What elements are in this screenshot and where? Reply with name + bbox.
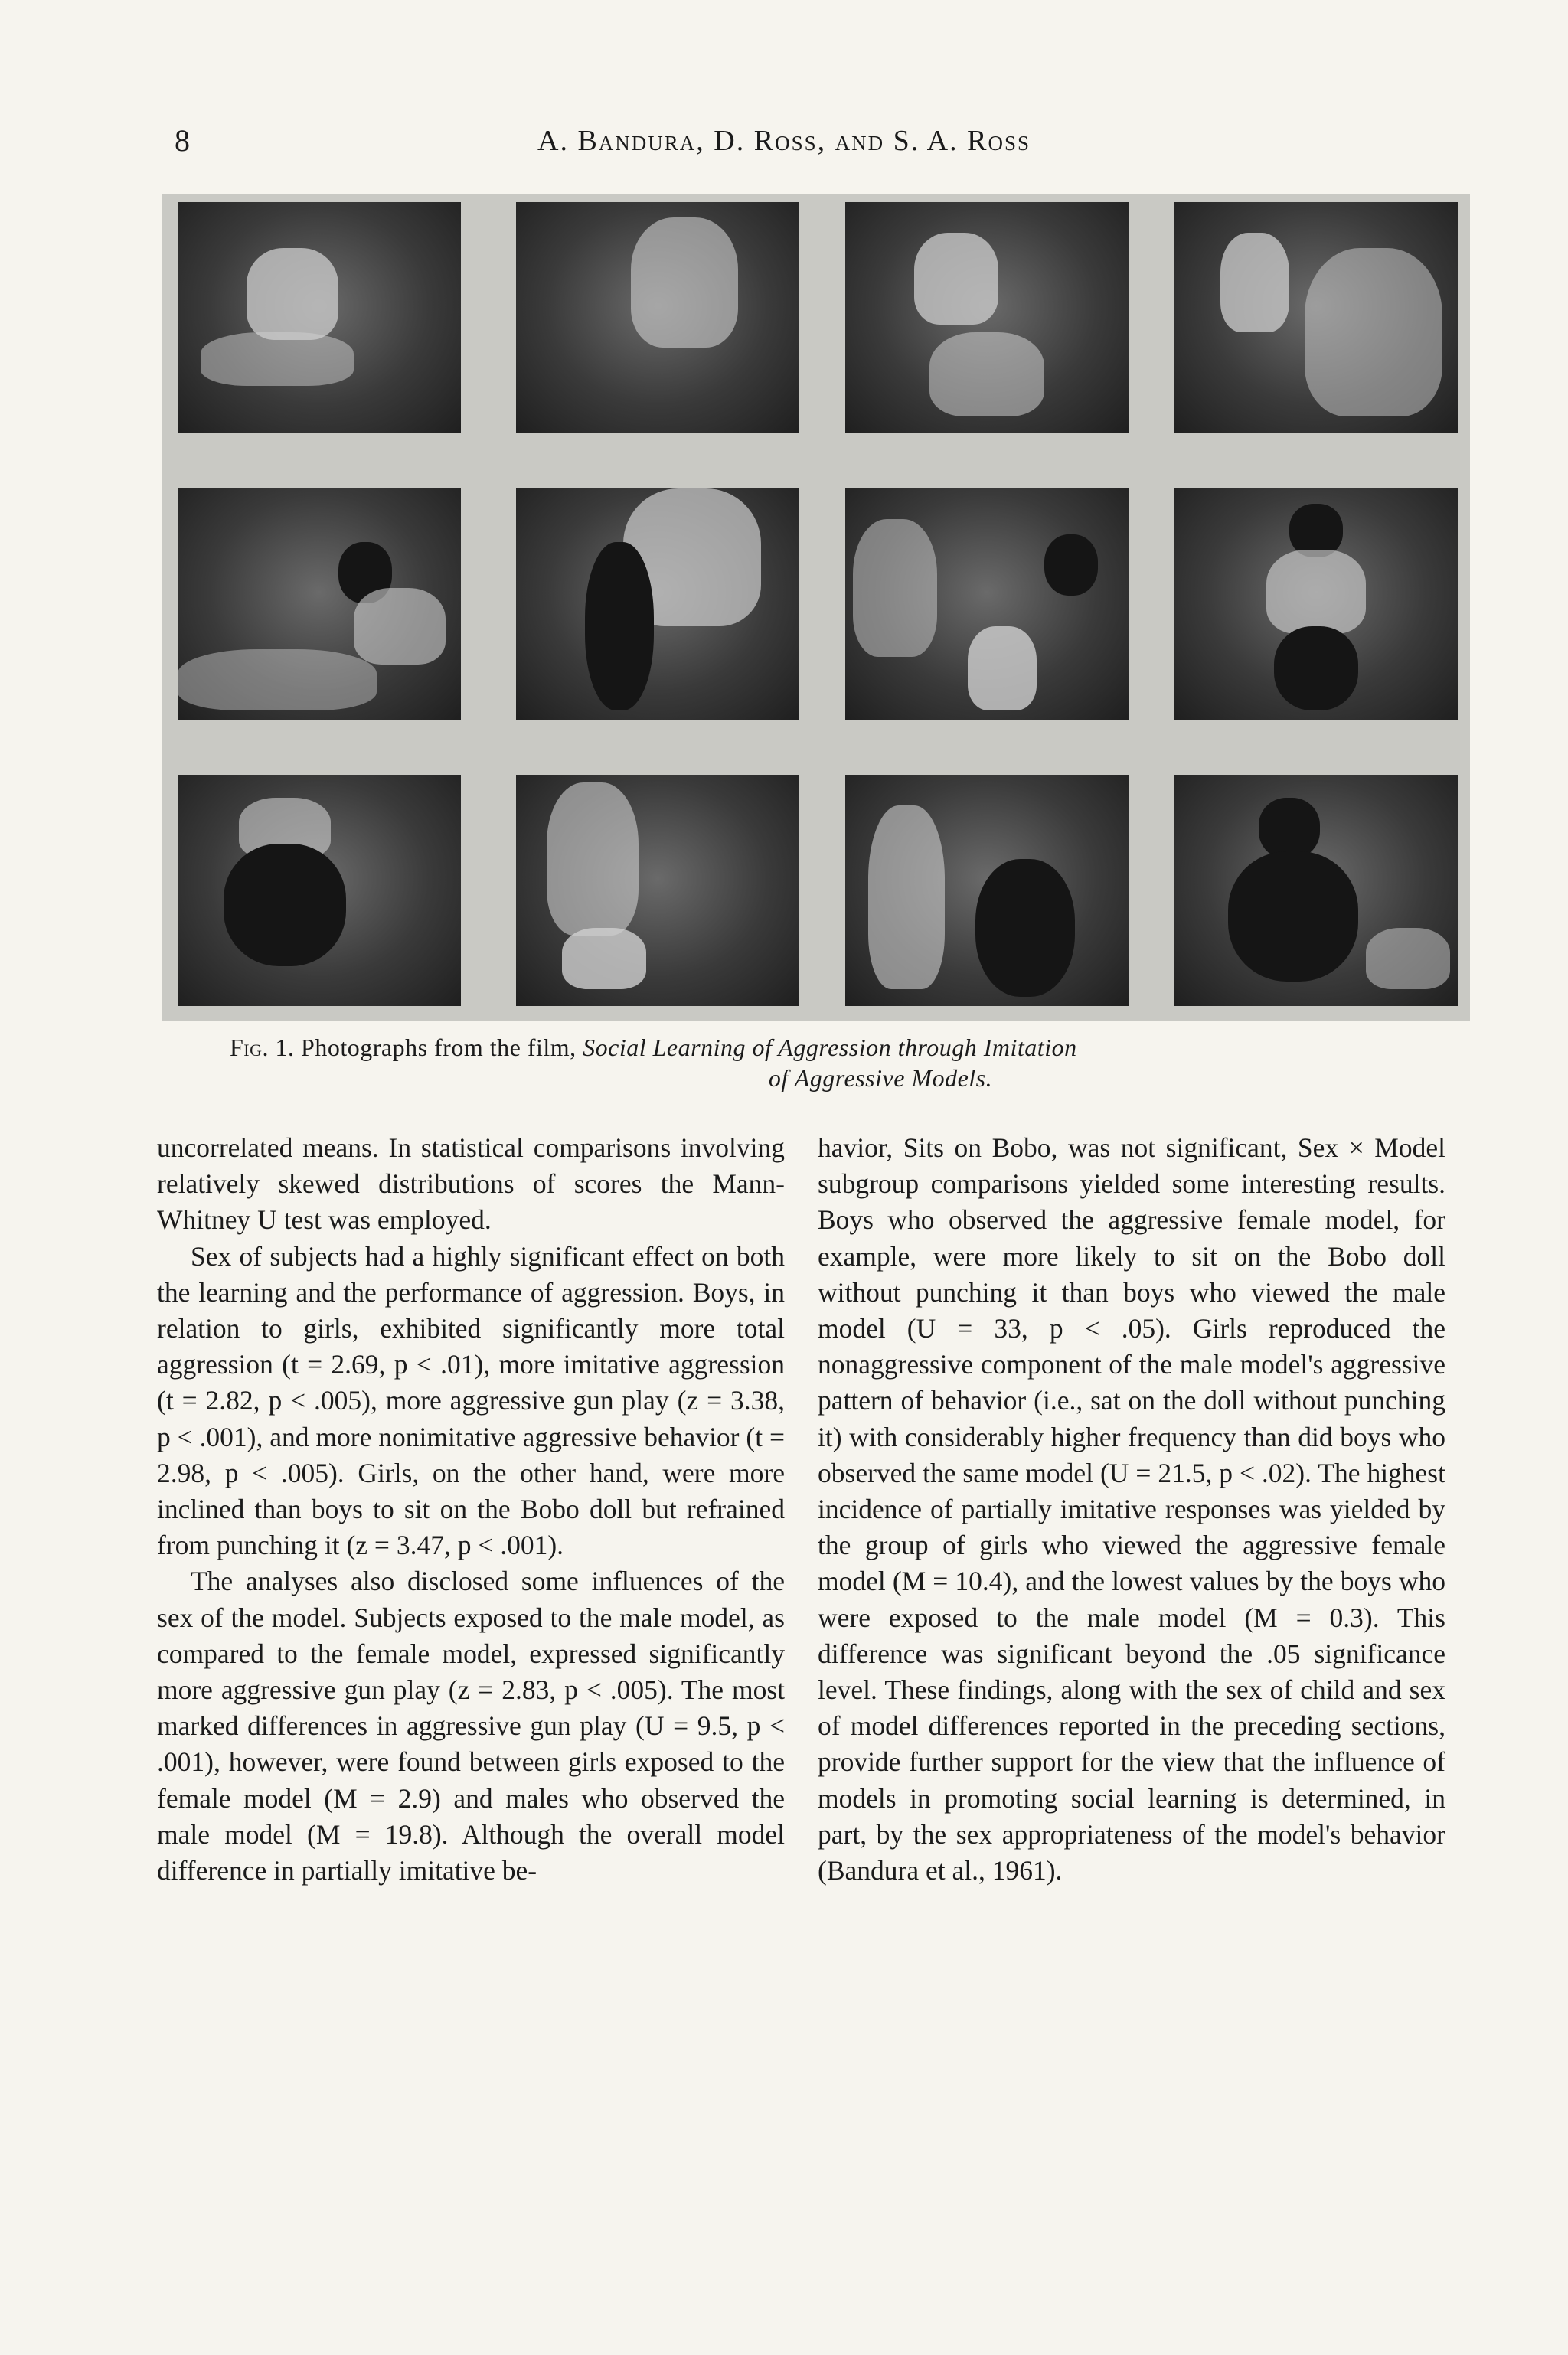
page-number: 8 bbox=[175, 123, 190, 158]
figure-photo bbox=[178, 488, 461, 720]
figure-photo bbox=[845, 775, 1129, 1006]
figure-photo bbox=[1174, 488, 1458, 720]
figure-photo bbox=[178, 202, 461, 433]
figure-caption bbox=[230, 1032, 1455, 1093]
figure-photo bbox=[845, 202, 1129, 433]
figure-photo bbox=[516, 488, 799, 720]
figure-caption-label: Fig. 1. bbox=[230, 1034, 295, 1061]
figure-photo bbox=[516, 202, 799, 433]
figure-photo-grid bbox=[162, 194, 1470, 1021]
film-title: Social Learning of Aggression through Imitation bbox=[583, 1034, 1077, 1061]
left-column bbox=[157, 1130, 785, 1889]
figure-photo bbox=[178, 775, 461, 1006]
figure-photo bbox=[1174, 775, 1458, 1006]
paragraph: uncorrelated means. In statistical comparisons involving relatively skewed distributions of scores the Mann-Whitney U test was employed. bbox=[157, 1132, 785, 1236]
figure-caption-text: Photographs from the film, bbox=[301, 1034, 577, 1061]
right-column bbox=[818, 1130, 1446, 1889]
paragraph: The analyses also disclosed some influences of the sex of the model. Subjects exposed to the male model, as compared to the female model, expressed significantly more aggressive gun play (z = 2.83, p < .005). The most marked differences in aggressive gun play (U = 9.5, p < .001), however, were found between girls exposed to the female model (M = 2.9) and males who observed the male model (M = 19.8). Although the overall model difference in partially imitative be- bbox=[157, 1566, 785, 1886]
figure-photo bbox=[845, 488, 1129, 720]
running-head: A. Bandura, D. Ross, and S. A. Ross bbox=[537, 125, 1031, 157]
paragraph: havior, Sits on Bobo, was not significant, Sex × Model subgroup comparisons yielded some interesting results. Boys who observed the aggressive female model, for example, were more likely to sit on the Bobo doll without punching it than boys who viewed the male model (U = 33, p < .05). Girls reproduced the nonaggressive component of the male model's aggressive pattern of behavior (i.e., sat on the doll without punching it) with considerably higher frequency than did boys who observed the same model (U = 21.5, p < .02). The highest incidence of partially imitative responses was yielded by the group of girls who viewed the aggressive female model (M = 10.4), and the lowest values by the boys who were exposed to the male model (M = 0.3). This difference was significant beyond the .05 significance level. These findings, along with the sex of child and sex of model differences reported in the preceding sections, provide further support for the view that the influence of models in promoting social learning is determined, in part, by the sex appropriateness of the model's behavior (Bandura et al., 1961). bbox=[818, 1132, 1446, 1886]
film-title-continued: of Aggressive Models. bbox=[768, 1064, 993, 1092]
figure-photo bbox=[516, 775, 799, 1006]
paragraph: Sex of subjects had a highly significant effect on both the learning and the performance of aggression. Boys, in relation to girls, exhibited significantly more total aggression (t = 2.69, p < .01), more imitative aggression (t = 2.82, p < .005), more aggressive gun play (z = 3.38, p < .001), and more nonimitative aggressive behavior (t = 2.98, p < .005). Girls, on the other hand, were more inclined than boys to sit on the Bobo doll but refrained from punching it (z = 3.47, p < .001). bbox=[157, 1240, 785, 1561]
figure-photo bbox=[1174, 202, 1458, 433]
